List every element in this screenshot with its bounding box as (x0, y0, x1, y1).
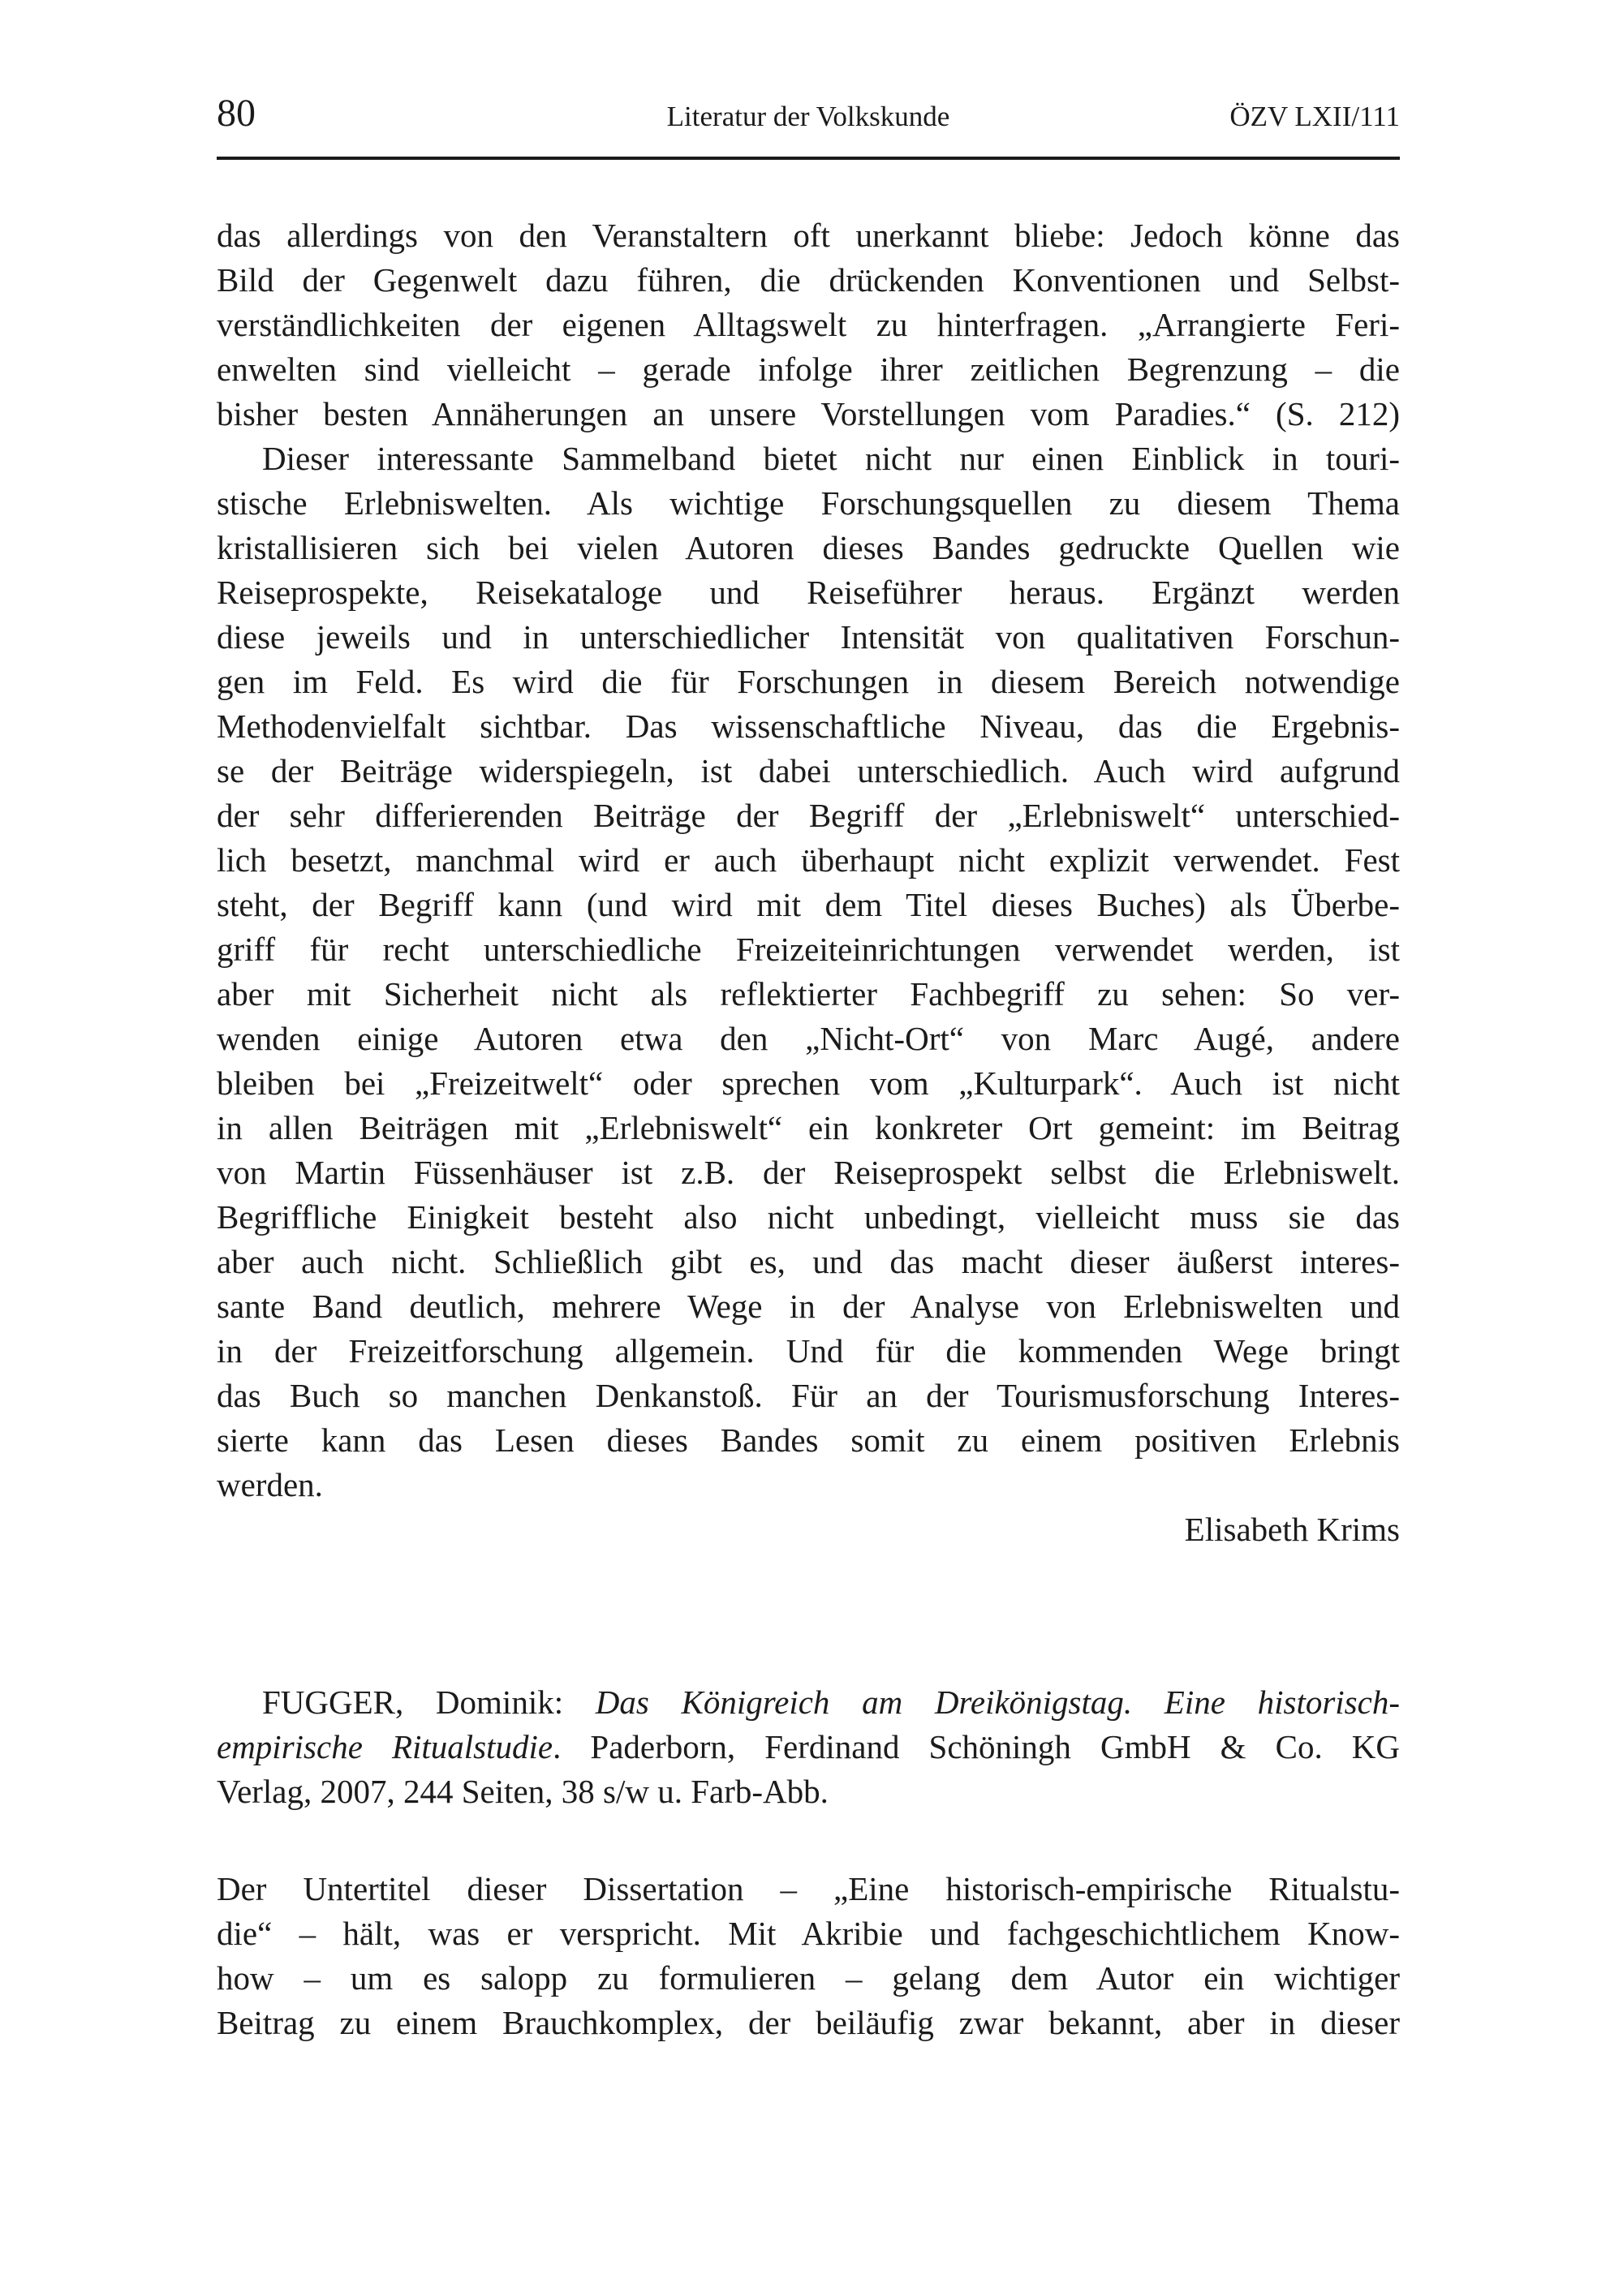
text-line: aber auch nicht. Schließlich gibt es, und das macht dieser äußerst interes- (217, 1243, 1400, 1280)
text-line: diese jeweils und in unterschiedlicher Intensität von qualitativen Forschun- (217, 618, 1400, 656)
header-rule (217, 157, 1400, 160)
page-body (217, 213, 1400, 2045)
book-citation (217, 1680, 1400, 1814)
citation-title-part: Das Königreich am Dreikönigstag. Eine historisch- (595, 1683, 1400, 1721)
text-line: aber mit Sicherheit nicht als reflektierter Fachbegriff zu sehen: So ver- (217, 975, 1400, 1013)
text-line: lich besetzt, manchmal wird er auch überhaupt nicht explizit verwendet. Fest (217, 841, 1400, 879)
review-fugger-section (217, 1680, 1400, 2045)
text-line: bisher besten Annäherungen an unsere Vorstellungen vom Paradies.“ (S. 212) (217, 395, 1400, 432)
text-line: kristallisieren sich bei vielen Autoren dieses Bandes gedruckte Quellen wie (217, 529, 1400, 566)
text-line: how – um es salopp zu formulieren – gelang dem Autor ein wichtiger (217, 1959, 1400, 1997)
text-line: bleiben bei „Freizeitwelt“ oder sprechen vom „Kulturpark“. Auch ist nicht (217, 1064, 1400, 1102)
text-line: sierte kann das Lesen dieses Bandes somit zu einem positiven Erlebnis (217, 1421, 1400, 1459)
paragraph-conclusion (217, 436, 1400, 1507)
text-line: Dieser interessante Sammelband bietet nicht nur einen Einblick in touri- (262, 440, 1400, 477)
citation-line: Verlag, 2007, 244 Seiten, 38 s/w u. Farb-Abb. (217, 1773, 829, 1810)
text-line: stische Erlebniswelten. Als wichtige Forschungsquellen zu diesem Thema (217, 484, 1400, 522)
text-line: der sehr differierenden Beiträge der Begriff der „Erlebniswelt“ unterschied- (217, 797, 1400, 834)
citation-author: FUGGER, Dominik: (262, 1683, 596, 1721)
text-block (217, 91, 1400, 2045)
text-line: das Buch so manchen Denkanstoß. Für an der Tourismusforschung Interes- (217, 1377, 1400, 1414)
text-line: das allerdings von den Veranstaltern oft unerkannt bliebe: Jedoch könne das (217, 217, 1400, 254)
review-tourism-section (217, 213, 1400, 1552)
text-line: verständlichkeiten der eigenen Alltagswelt zu hinterfragen. „Arrangierte Feri- (217, 306, 1400, 343)
text-line: se der Beiträge widerspiegeln, ist dabei unterschiedlich. Auch wird aufgrund (217, 752, 1400, 789)
text-line: in allen Beiträgen mit „Erlebniswelt“ ein konkreter Ort gemeint: im Beitrag (217, 1109, 1400, 1146)
running-title: Literatur der Volkskunde (666, 101, 950, 132)
text-line: Der Untertitel dieser Dissertation – „Eine historisch-empirische Ritualstu- (217, 1870, 1400, 1907)
text-line: griff für recht unterschiedliche Freizeiteinrichtungen verwendet werden, ist (217, 931, 1400, 968)
page-header (217, 91, 1400, 139)
issue-code: ÖZV LXII/111 (1229, 101, 1400, 132)
text-line: wenden einige Autoren etwa den „Nicht-Ort“ von Marc Augé, andere (217, 1020, 1400, 1057)
citation-publisher: . Paderborn, Ferdinand Schöningh GmbH & Co. KG (553, 1728, 1400, 1765)
text-line: Methodenvielfalt sichtbar. Das wissenschaftliche Niveau, das die Ergebnis- (217, 707, 1400, 745)
text-line: Begriffliche Einigkeit besteht also nicht unbedingt, vielleicht muss sie das (217, 1198, 1400, 1236)
reviewer-signature: Elisabeth Krims (1184, 1511, 1400, 1548)
text-line: in der Freizeitforschung allgemein. Und für die kommenden Wege bringt (217, 1332, 1400, 1369)
text-line: Beitrag zu einem Brauchkomplex, der beiläufig zwar bekannt, aber in dieser (217, 2004, 1400, 2041)
text-line: werden. (217, 1466, 323, 1503)
citation-line (217, 1725, 1400, 1769)
text-line: gen im Feld. Es wird die für Forschungen in diesem Bereich notwendige (217, 663, 1400, 700)
text-line: sante Band deutlich, mehrere Wege in der Analyse von Erlebniswelten und (217, 1288, 1400, 1325)
text-line: steht, der Begriff kann (und wird mit dem Titel dieses Buches) als Überbe- (217, 886, 1400, 923)
citation-line (217, 1680, 1400, 1725)
text-line: Bild der Gegenwelt dazu führen, die drückenden Konventionen und Selbst- (217, 261, 1400, 299)
page-number: 80 (217, 92, 256, 135)
citation-title-part: empirische Ritualstudie (217, 1728, 553, 1765)
text-line: die“ – hält, was er verspricht. Mit Akribie und fachgeschichtlichem Know- (217, 1915, 1400, 1952)
text-line: enwelten sind vielleicht – gerade infolge ihrer zeitlichen Begrenzung – die (217, 350, 1400, 388)
text-line: von Martin Füssenhäuser ist z.B. der Reiseprospekt selbst die Erlebniswelt. (217, 1154, 1400, 1191)
text-line: Reiseprospekte, Reisekataloge und Reiseführer heraus. Ergänzt werden (217, 574, 1400, 611)
paragraph-continued (217, 213, 1400, 436)
paragraph-review-opening (217, 1867, 1400, 2045)
